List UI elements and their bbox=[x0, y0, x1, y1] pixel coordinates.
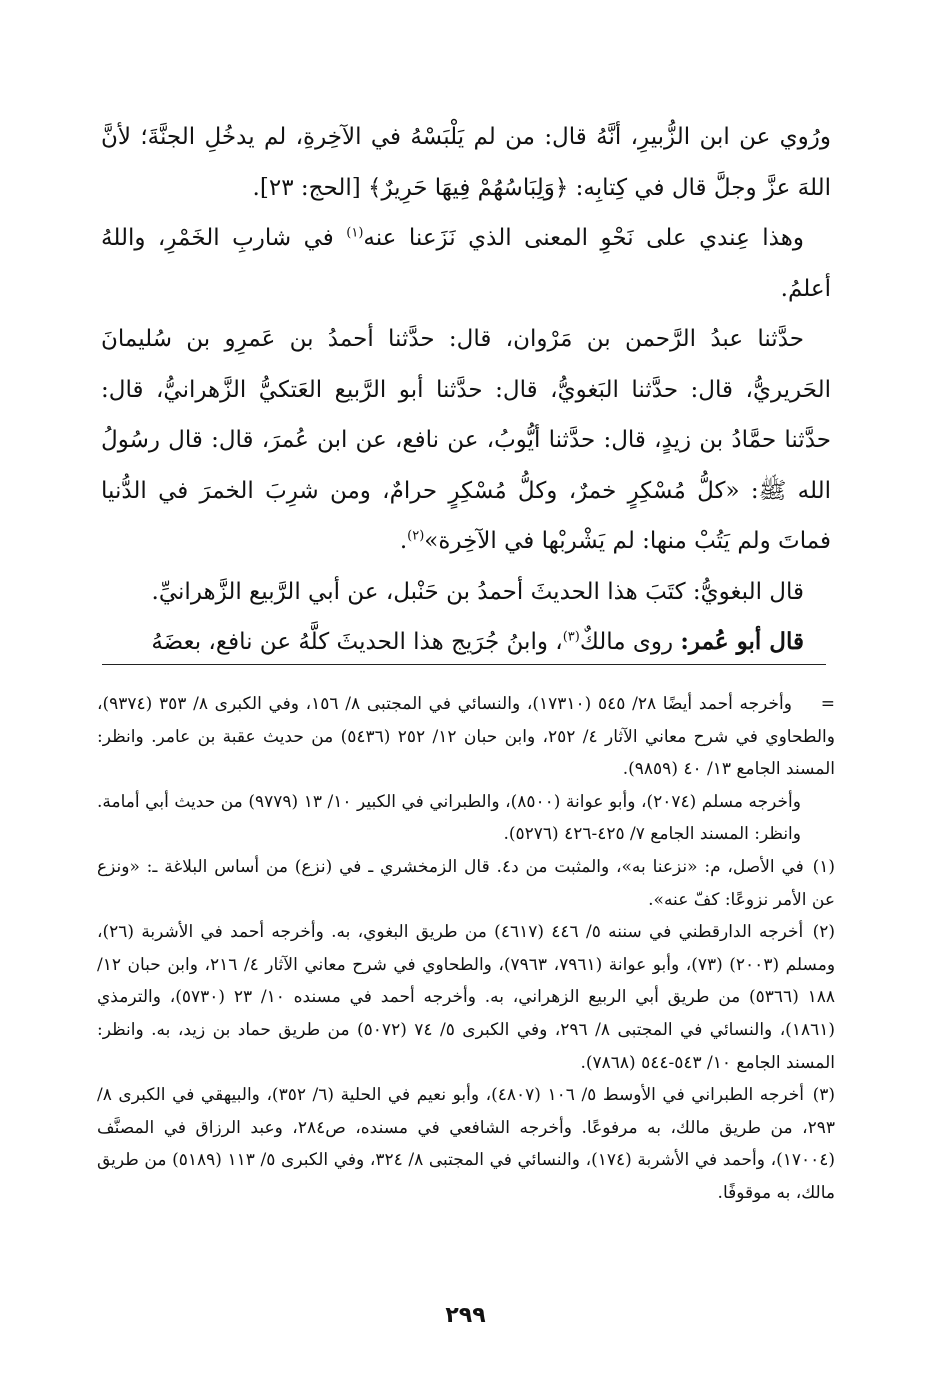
page-number: ٢٩٩ bbox=[445, 1303, 486, 1328]
footnote-2 bbox=[97, 916, 835, 1079]
footnote-text: في الأصل، م: «نزعنا به»، والمثبت من د٤. قال الزمخشري ـ في (نزع) من أساس البلاغة ـ: «ونزع عن الأمر نزوعًا: كفّ عنه». bbox=[97, 856, 835, 910]
paragraph-text: قال البغويُّ: كتَبَ هذا الحديثَ أحمدُ بن حَنْبل، عن أبي الرَّبيع الزَّهرانيِّ. bbox=[151, 578, 804, 605]
paragraph-baghawi bbox=[101, 567, 831, 618]
paragraph-text: في شاربِ الخَمْرِ، واللهُ أعلمُ. bbox=[101, 225, 831, 302]
footnote-mark: = bbox=[820, 694, 836, 714]
footnotes bbox=[97, 688, 835, 1210]
paragraph-text: حدَّثنا عبدُ الرَّحمن بن مَرْوان، قال: حدَّثنا أحمدُ بن عَمرِو بن سُليمانَ الحَريريُّ، قال: حدَّثنا البَغويُّ، قال: حدَّثنا أبو الرَّبيع العَتكيُّ الزَّهرانيُّ، قال: حدَّثنا حمَّادُ بن زيدٍ، قال: حدَّثنا أيُّوبُ، عن نافع، عن ابن عُمرَ، قال: قال رسُولُ الله ﷺ: «كلُّ مُسْكِرٍ خمرٌ، وكلُّ مُسْكِرٍ حرامٌ، ومن شرِبَ الخمرَ في الدُّنيا فماتَ ولم يَتُبْ منها: لم يَشْربْها في الآخِرة» bbox=[101, 326, 831, 554]
paragraph-meaning bbox=[101, 213, 831, 314]
main-text bbox=[101, 112, 831, 668]
paragraph-text: . bbox=[399, 528, 408, 554]
footnote-text: وأخرجه أحمد أيضًا ٢٨/ ٥٤٥ (١٧٣١٠)، والنسائي في المجتبى ٨/ ١٥٦، وفي الكبرى ٨/ ٣٥٣ (٩٣٧٤)، والطحاوي في شرح معاني الآثار ٤/ ٢٥٢، وابن حبان ١٢/ ٢٥٢ (٥٤٣٦) من حديث عقبة بن عامر. وانظر: المسند الجامع ١٣/ ٤٠ (٩٨٥٩). bbox=[97, 694, 835, 780]
footnote-ref-2[interactable]: (٢) bbox=[407, 528, 425, 544]
footnote-mark: (٢) bbox=[812, 922, 835, 943]
footnote-mark: (٣) bbox=[812, 1085, 836, 1106]
footnote-1 bbox=[97, 851, 835, 916]
paragraph-text: ورُوي عن ابن الزُّبيرِ، أنَّهُ قال: من لم يَلْبَسْهُ في الآخِرةِ، لم يدخُلِ الجنَّةَ؛ لأنَّ اللهَ عزَّ وجلَّ قال في كِتابِه: ﴿وَلِبَاسُهُمْ فِيهَا حَرِيرٌ﴾ [الحج: ٢٣]. bbox=[101, 124, 831, 201]
footnote-text: وأخرجه مسلم (٢٠٧٤)، وأبو عوانة (٨٥٠٠)، والطبراني في الكبير ١٠/ ١٣ (٩٧٧٩) من حديث أبي أمامة. وانظر: المسند الجامع ٧/ ٤٢٥-٤٢٦ (٥٢٧٦). bbox=[97, 791, 801, 845]
footnote-text: أخرجه الطبراني في الأوسط ٥/ ١٠٦ (٤٨٠٧)، وأبو نعيم في الحلية (٦/ ٣٥٢)، والبيهقي في الكبرى ٨/ ٢٩٣، من طريق مالك، به مرفوعًا. وأخرجه الشافعي في مسنده، ص٢٨٤، وعبد الرزاق في المصنَّف (١٧٠٠٤)، وأحمد في الأشربة (١٧٤)، والنسائي في المجتبى ٨/ ٣٢٤، وفي الكبرى ٥/ ١١٣ (٥١٨٩) من طريق مالك، به موقوفًا. bbox=[97, 1085, 835, 1203]
paragraph-text: روى مالكٌ bbox=[579, 629, 681, 655]
paragraph-abu-umar bbox=[101, 617, 831, 668]
paragraph-text: وهذا عِندي على نَحْوِ المعنى الذي نَزَعنا عنه bbox=[363, 225, 804, 251]
footnote-ref-3[interactable]: (٣) bbox=[562, 629, 580, 645]
footnote-text: أخرجه الدارقطني في سننه ٥/ ٤٤٦ (٤٦١٧) من طريق البغوي، به. وأخرجه أحمد في الأشربة (٢٦)، ومسلم (٢٠٠٣) (٧٣)، وأبو عوانة (٧٩٦١، ٧٩٦٣)، والطحاوي في شرح معاني الآثار ٤/ ٢١٦، وابن حبان ١٢/ ١٨٨ (٥٣٦٦) من طريق أبي الربيع الزهراني، به. وأخرجه أحمد في مسنده ١٠/ ٢٣ (٥٧٣٠)، والترمذي (١٨٦١)، والنسائي في المجتبى ٨/ ٢٩٦، وفي الكبرى ٥/ ٧٤ (٥٠٧٢) من طريق حماد بن زيد، به. وانظر: المسند الجامع ١٠/ ٥٤٣-٥٤٤ (٧٨٦٨). bbox=[97, 922, 836, 1073]
footnote-mark: (١) bbox=[812, 856, 836, 877]
paragraph-hadith bbox=[101, 314, 831, 567]
paragraph-text: ، وابنُ جُرَيج هذا الحديثَ كلَّهُ عن نافع، بعضَهُ bbox=[151, 629, 563, 655]
footnote-divider bbox=[102, 664, 826, 665]
footnote-ref-1[interactable]: (١) bbox=[346, 225, 364, 241]
paragraph-zubayr bbox=[101, 112, 831, 213]
footnote-3 bbox=[97, 1079, 835, 1209]
footnote-continued bbox=[97, 688, 835, 786]
speaker-label: قال أبو عُمر: bbox=[680, 628, 804, 655]
footnote-continued-2 bbox=[97, 786, 835, 851]
